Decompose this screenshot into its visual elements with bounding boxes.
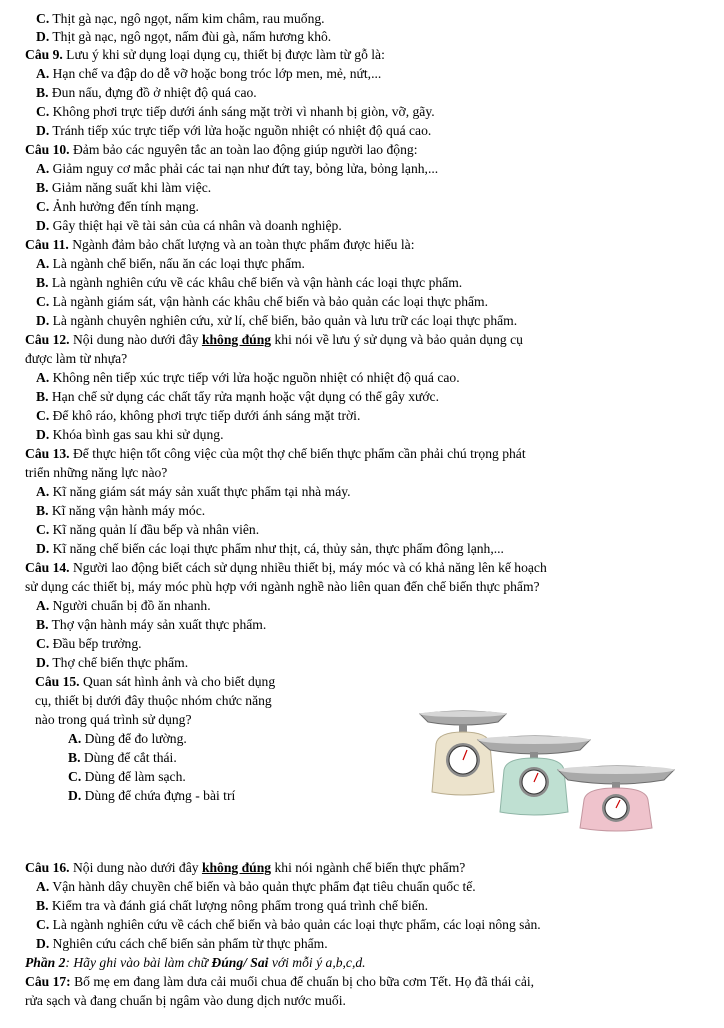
q12-option-d: D. Khóa bình gas sau khi sử dụng. bbox=[36, 427, 224, 442]
q16-option-b: B. Kiểm tra và đánh giá chất lượng nông phẩm trong quá trình chế biến. bbox=[36, 898, 429, 913]
question-15: Câu 15. Quan sát hình ảnh và cho biết dụng bbox=[35, 674, 276, 689]
part-2-heading: Phần 2: Hãy ghi vào bài làm chữ Đúng/ Sai với mỗi ý a,b,c,d. bbox=[25, 955, 366, 970]
question-15-continued-1: cụ, thiết bị dưới đây thuộc nhóm chức năng bbox=[35, 693, 272, 708]
q11-option-b: B. Là ngành nghiên cứu về các khâu chế biến và vận hành các loại thực phẩm. bbox=[36, 275, 463, 290]
q13-option-a: A. Kĩ năng giám sát máy sản xuất thực phẩm tại nhà máy. bbox=[36, 484, 351, 499]
question-14-continued: sử dụng các thiết bị, máy móc phù hợp với ngành nghề nào liên quan đến chế biến thực phẩm? bbox=[25, 579, 540, 594]
q10-option-a: A. Giảm nguy cơ mắc phải các tai nạn như đứt tay, bỏng lửa, bỏng lạnh,... bbox=[36, 161, 439, 176]
q15-option-a: A. Dùng để đo lường. bbox=[68, 731, 187, 746]
q15-option-b: B. Dùng để cắt thái. bbox=[68, 750, 177, 765]
q10-option-d: D. Gây thiệt hại về tài sản của cá nhân và doanh nghiệp. bbox=[36, 218, 342, 233]
q12-option-c: C. Để khô ráo, không phơi trực tiếp dưới ánh sáng mặt trời. bbox=[36, 408, 361, 423]
question-13-continued: triển những năng lực nào? bbox=[25, 465, 168, 480]
q16-option-a: A. Vận hành dây chuyền chế biến và bảo quản thực phẩm đạt tiêu chuẩn quốc tế. bbox=[36, 879, 476, 894]
q14-option-a: A. Người chuẩn bị đồ ăn nhanh. bbox=[36, 598, 211, 613]
kitchen-scales-image bbox=[418, 708, 678, 834]
q14-option-c: C. Đầu bếp trưởng. bbox=[36, 636, 142, 651]
q11-option-d: D. Là ngành chuyên nghiên cứu, xử lí, chế biến, bảo quản và lưu trữ các loại thực phẩm. bbox=[36, 313, 518, 328]
question-10: Câu 10. Đảm bảo các nguyên tắc an toàn lao động giúp người lao động: bbox=[25, 142, 418, 157]
q11-option-a: A. Là ngành chế biến, nấu ăn các loại thực phẩm. bbox=[36, 256, 305, 271]
q8-option-c: C. Thịt gà nạc, ngô ngọt, nấm kim châm, rau muống. bbox=[36, 11, 325, 26]
q12-option-b: B. Hạn chế sử dụng các chất tẩy rửa mạnh hoặc vật dụng có thể gây xước. bbox=[36, 389, 439, 404]
question-12-continued: được làm từ nhựa? bbox=[25, 351, 128, 366]
question-13: Câu 13. Để thực hiện tốt công việc của một thợ chế biến thực phẩm cần phải chú trọng phát bbox=[25, 446, 526, 461]
question-17: Câu 17: Bố mẹ em đang làm dưa cải muối chua để chuẩn bị cho bữa cơm Tết. Họ đã thái cải, bbox=[25, 974, 535, 989]
question-17-continued: rửa sạch và đang chuẩn bị ngâm vào dung dịch nước muối. bbox=[25, 993, 346, 1008]
q13-option-d: D. Kĩ năng chế biến các loại thực phẩm như thịt, cá, thủy sản, thực phẩm đông lạnh,... bbox=[36, 541, 504, 556]
q14-option-d: D. Thợ chế biến thực phẩm. bbox=[36, 655, 189, 670]
q9-option-c: C. Không phơi trực tiếp dưới ánh sáng mặt trời vì nhanh bị giòn, vỡ, gãy. bbox=[36, 104, 435, 119]
q9-option-b: B. Đun nấu, đựng đồ ở nhiệt độ quá cao. bbox=[36, 85, 257, 100]
question-11: Câu 11. Ngành đảm bảo chất lượng và an toàn thực phẩm được hiểu là: bbox=[25, 237, 415, 252]
q14-option-b: B. Thợ vận hành máy sản xuất thực phẩm. bbox=[36, 617, 267, 632]
q9-option-d: D. Tránh tiếp xúc trực tiếp với lửa hoặc nguồn nhiệt có nhiệt độ quá cao. bbox=[36, 123, 432, 138]
question-9: Câu 9. Lưu ý khi sử dụng loại dụng cụ, thiết bị được làm từ gỗ là: bbox=[25, 47, 385, 62]
q11-option-c: C. Là ngành giám sát, vận hành các khâu chế biến và bảo quản các loại thực phẩm. bbox=[36, 294, 489, 309]
q16-option-c: C. Là ngành nghiên cứu về cách chế biến và bảo quản các loại thực phẩm, các loại nông sản. bbox=[36, 917, 541, 932]
question-16: Câu 16. Nội dung nào dưới đây không đúng khi nói ngành chế biến thực phẩm? bbox=[25, 860, 466, 875]
q8-option-d: D. Thịt gà nạc, ngô ngọt, nấm đùi gà, nấm hương khô. bbox=[36, 29, 332, 44]
q13-option-c: C. Kĩ năng quản lí đầu bếp và nhân viên. bbox=[36, 522, 260, 537]
question-12: Câu 12. Nội dung nào dưới đây không đúng khi nói về lưu ý sử dụng và bảo quản dụng cụ bbox=[25, 332, 523, 347]
question-14: Câu 14. Người lao động biết cách sử dụng nhiều thiết bị, máy móc và có khả năng lên kế hoạch bbox=[25, 560, 547, 575]
q12-option-a: A. Không nên tiếp xúc trực tiếp với lửa hoặc nguồn nhiệt có nhiệt độ quá cao. bbox=[36, 370, 460, 385]
q15-option-d: D. Dùng để chứa đựng - bài trí bbox=[68, 788, 236, 803]
beige-scale bbox=[420, 711, 506, 795]
q16-option-d: D. Nghiên cứu cách chế biến sản phẩm từ thực phẩm. bbox=[36, 936, 328, 951]
q13-option-b: B. Kĩ năng vận hành máy móc. bbox=[36, 503, 206, 518]
question-15-continued-2: nào trong quá trình sử dụng? bbox=[35, 712, 192, 727]
q10-option-b: B. Giảm năng suất khi làm việc. bbox=[36, 180, 212, 195]
q10-option-c: C. Ảnh hưởng đến tính mạng. bbox=[36, 199, 199, 214]
q9-option-a: A. Hạn chế va đập do dễ vỡ hoặc bong tróc lớp men, mẻ, nứt,... bbox=[36, 66, 382, 81]
pink-scale bbox=[558, 766, 674, 831]
q15-option-c: C. Dùng để làm sạch. bbox=[68, 769, 186, 784]
